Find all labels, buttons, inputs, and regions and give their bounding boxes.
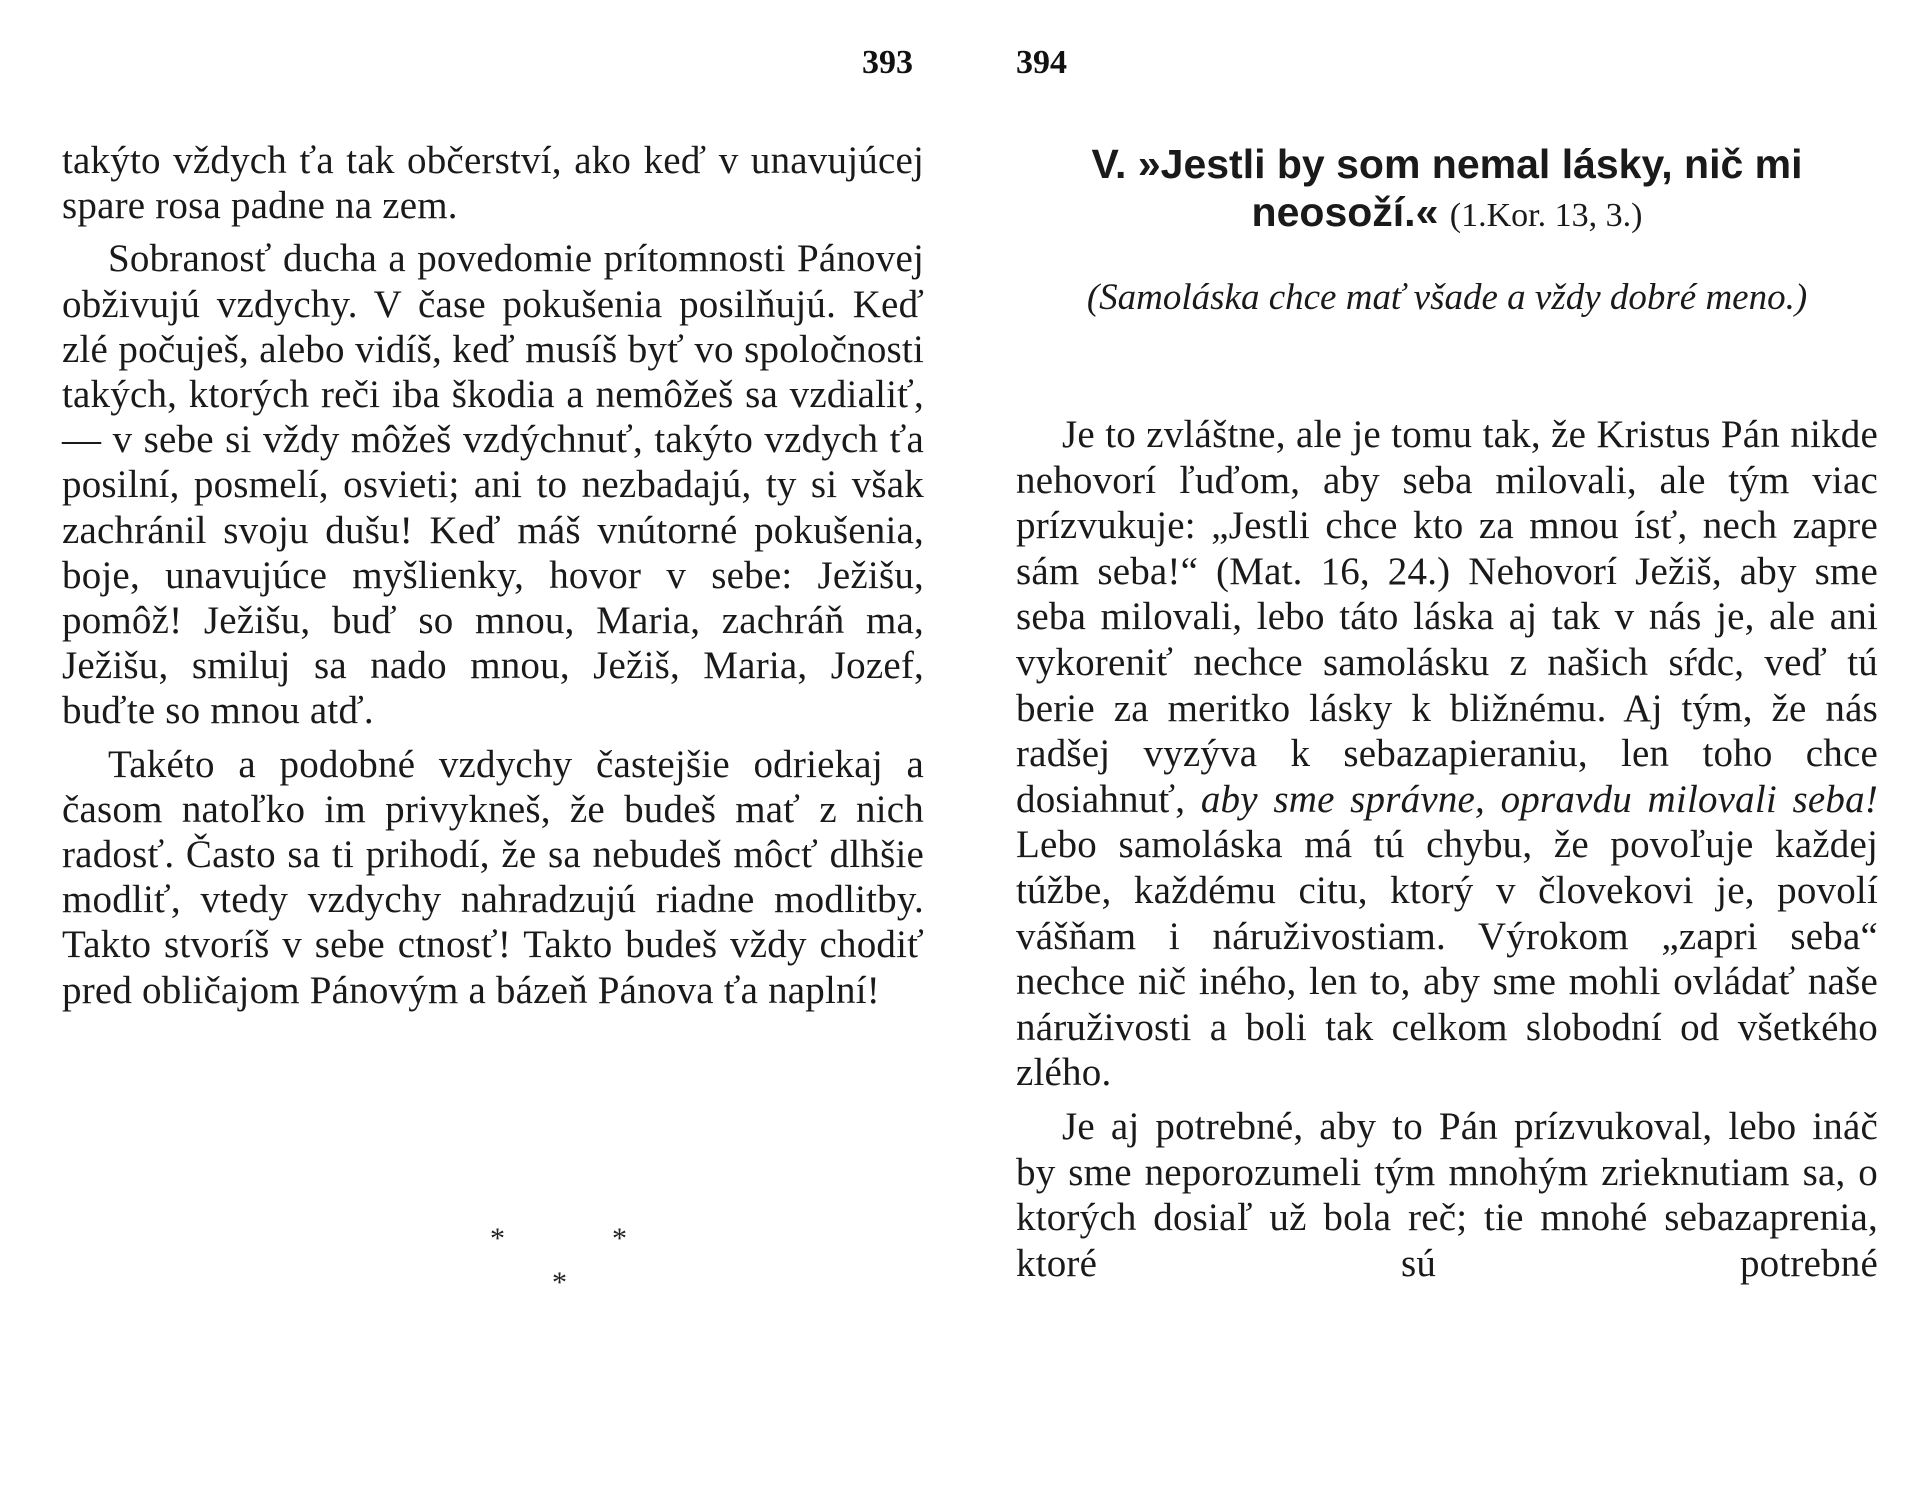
chapter-subheading: (Samoláska chce mať všade a vždy dobré meno.) bbox=[1086, 277, 1808, 318]
right-paragraph-1-part-a: Je to zvláštne, ale je tomu tak, že Kristus Pán nikde nehovorí ľuďom, aby seba milovali, ale tým viac prízvukuje: „Jestli chce kto za mnou ísť, nech zapre sám seba!“ (Mat. 16, 24.) Nehovorí Ježiš, aby sme seba milovali, lebo táto láska aj tak v nás je, ale ani vykoreniť nechce samolásku z našich sŕdc, veď tú berie za meritko lásky k bližnému. Aj tým, že nás radšej vyzýva k sebazapieraniu, len toho chce dosiahnuť, bbox=[1016, 413, 1878, 821]
right-paragraph-1-emphasis: aby sme správne, opravdu milovali seba! bbox=[1200, 777, 1879, 821]
chapter-heading-title: V. »Jestli by som nemal lásky, nič mi neosoží.« bbox=[1091, 141, 1803, 235]
left-paragraph-3: Takéto a podobné vzdychy častejšie odriekaj a časom natoľko im privykneš, že budeš mať z nich radosť. Často sa ti prihodí, že sa nebudeš môcť dlhšie modliť, vtedy vzdychy nahradzujú riadne modlitby. Takto stvoríš v sebe ctnosť! Takto budeš vždy chodiť pred obličajom Pánovým a bázeň Pánova ťa naplní! bbox=[62, 742, 924, 1012]
right-paragraph-1-part-b: Lebo samoláska má tú chybu, že povoľuje každej túžbe, každému citu, ktorý v človekovi je, povolí vášňam i náruživostiam. Výrokom „zapri seba“ nechce nič iného, len to, aby sme mohli ovládať naše náruživosti a boli tak celkom slobodní od všetkého zlého. bbox=[1016, 823, 1878, 1095]
asterisk: * bbox=[490, 1222, 505, 1255]
right-paragraph-1 bbox=[1016, 412, 1878, 1096]
right-page bbox=[1016, 0, 1878, 1500]
section-divider-asterisks bbox=[402, 1222, 627, 1312]
chapter-heading bbox=[1016, 140, 1878, 240]
left-paragraph-2: Sobranosť ducha a povedomie prítomnosti Pánovej obživujú vzdychy. V čase pokušenia posilňujú. Keď zlé počuješ, alebo vidíš, keď musíš byť vo spoločnosti takých, ktorých reči iba škodia a nemôžeš sa vzdialiť, — v sebe si vždy môžeš vzdýchnuť, takýto vzdych ťa posilní, posmelí, osvieti; ani to nezbadajú, ty si však zachránil svoju dušu! Keď máš vnútorné pokušenia, boje, unavujúce myšlienky, hovor v sebe: Ježišu, pomôž! Ježišu, buď so mnou, Maria, zachráň ma, Ježišu, smiluj sa nado mnou, Ježiš, Maria, Jozef, buďte so mnou atď. bbox=[62, 237, 924, 733]
left-paragraph-1: takýto vždych ťa tak občerství, ako keď v unavujúcej spare rosa padne na zem. bbox=[62, 139, 924, 228]
page-number-left: 393 bbox=[862, 44, 913, 81]
asterisk: * bbox=[612, 1222, 627, 1255]
right-page-text bbox=[1016, 412, 1878, 1294]
asterisk: * bbox=[552, 1266, 567, 1299]
page-number-right: 394 bbox=[1016, 44, 1067, 81]
right-paragraph-2: Je aj potrebné, aby to Pán prízvukoval, lebo ináč by sme neporozumeli tým mnohým zrieknutiam sa, o ktorých dosiaľ už bola reč; tie mnohé sebazaprenia, ktoré sú potrebné bbox=[1016, 1104, 1878, 1285]
chapter-heading-reference: (1.Kor. 13, 3.) bbox=[1449, 197, 1643, 234]
left-page-text bbox=[62, 138, 924, 1021]
left-page bbox=[62, 0, 924, 1500]
